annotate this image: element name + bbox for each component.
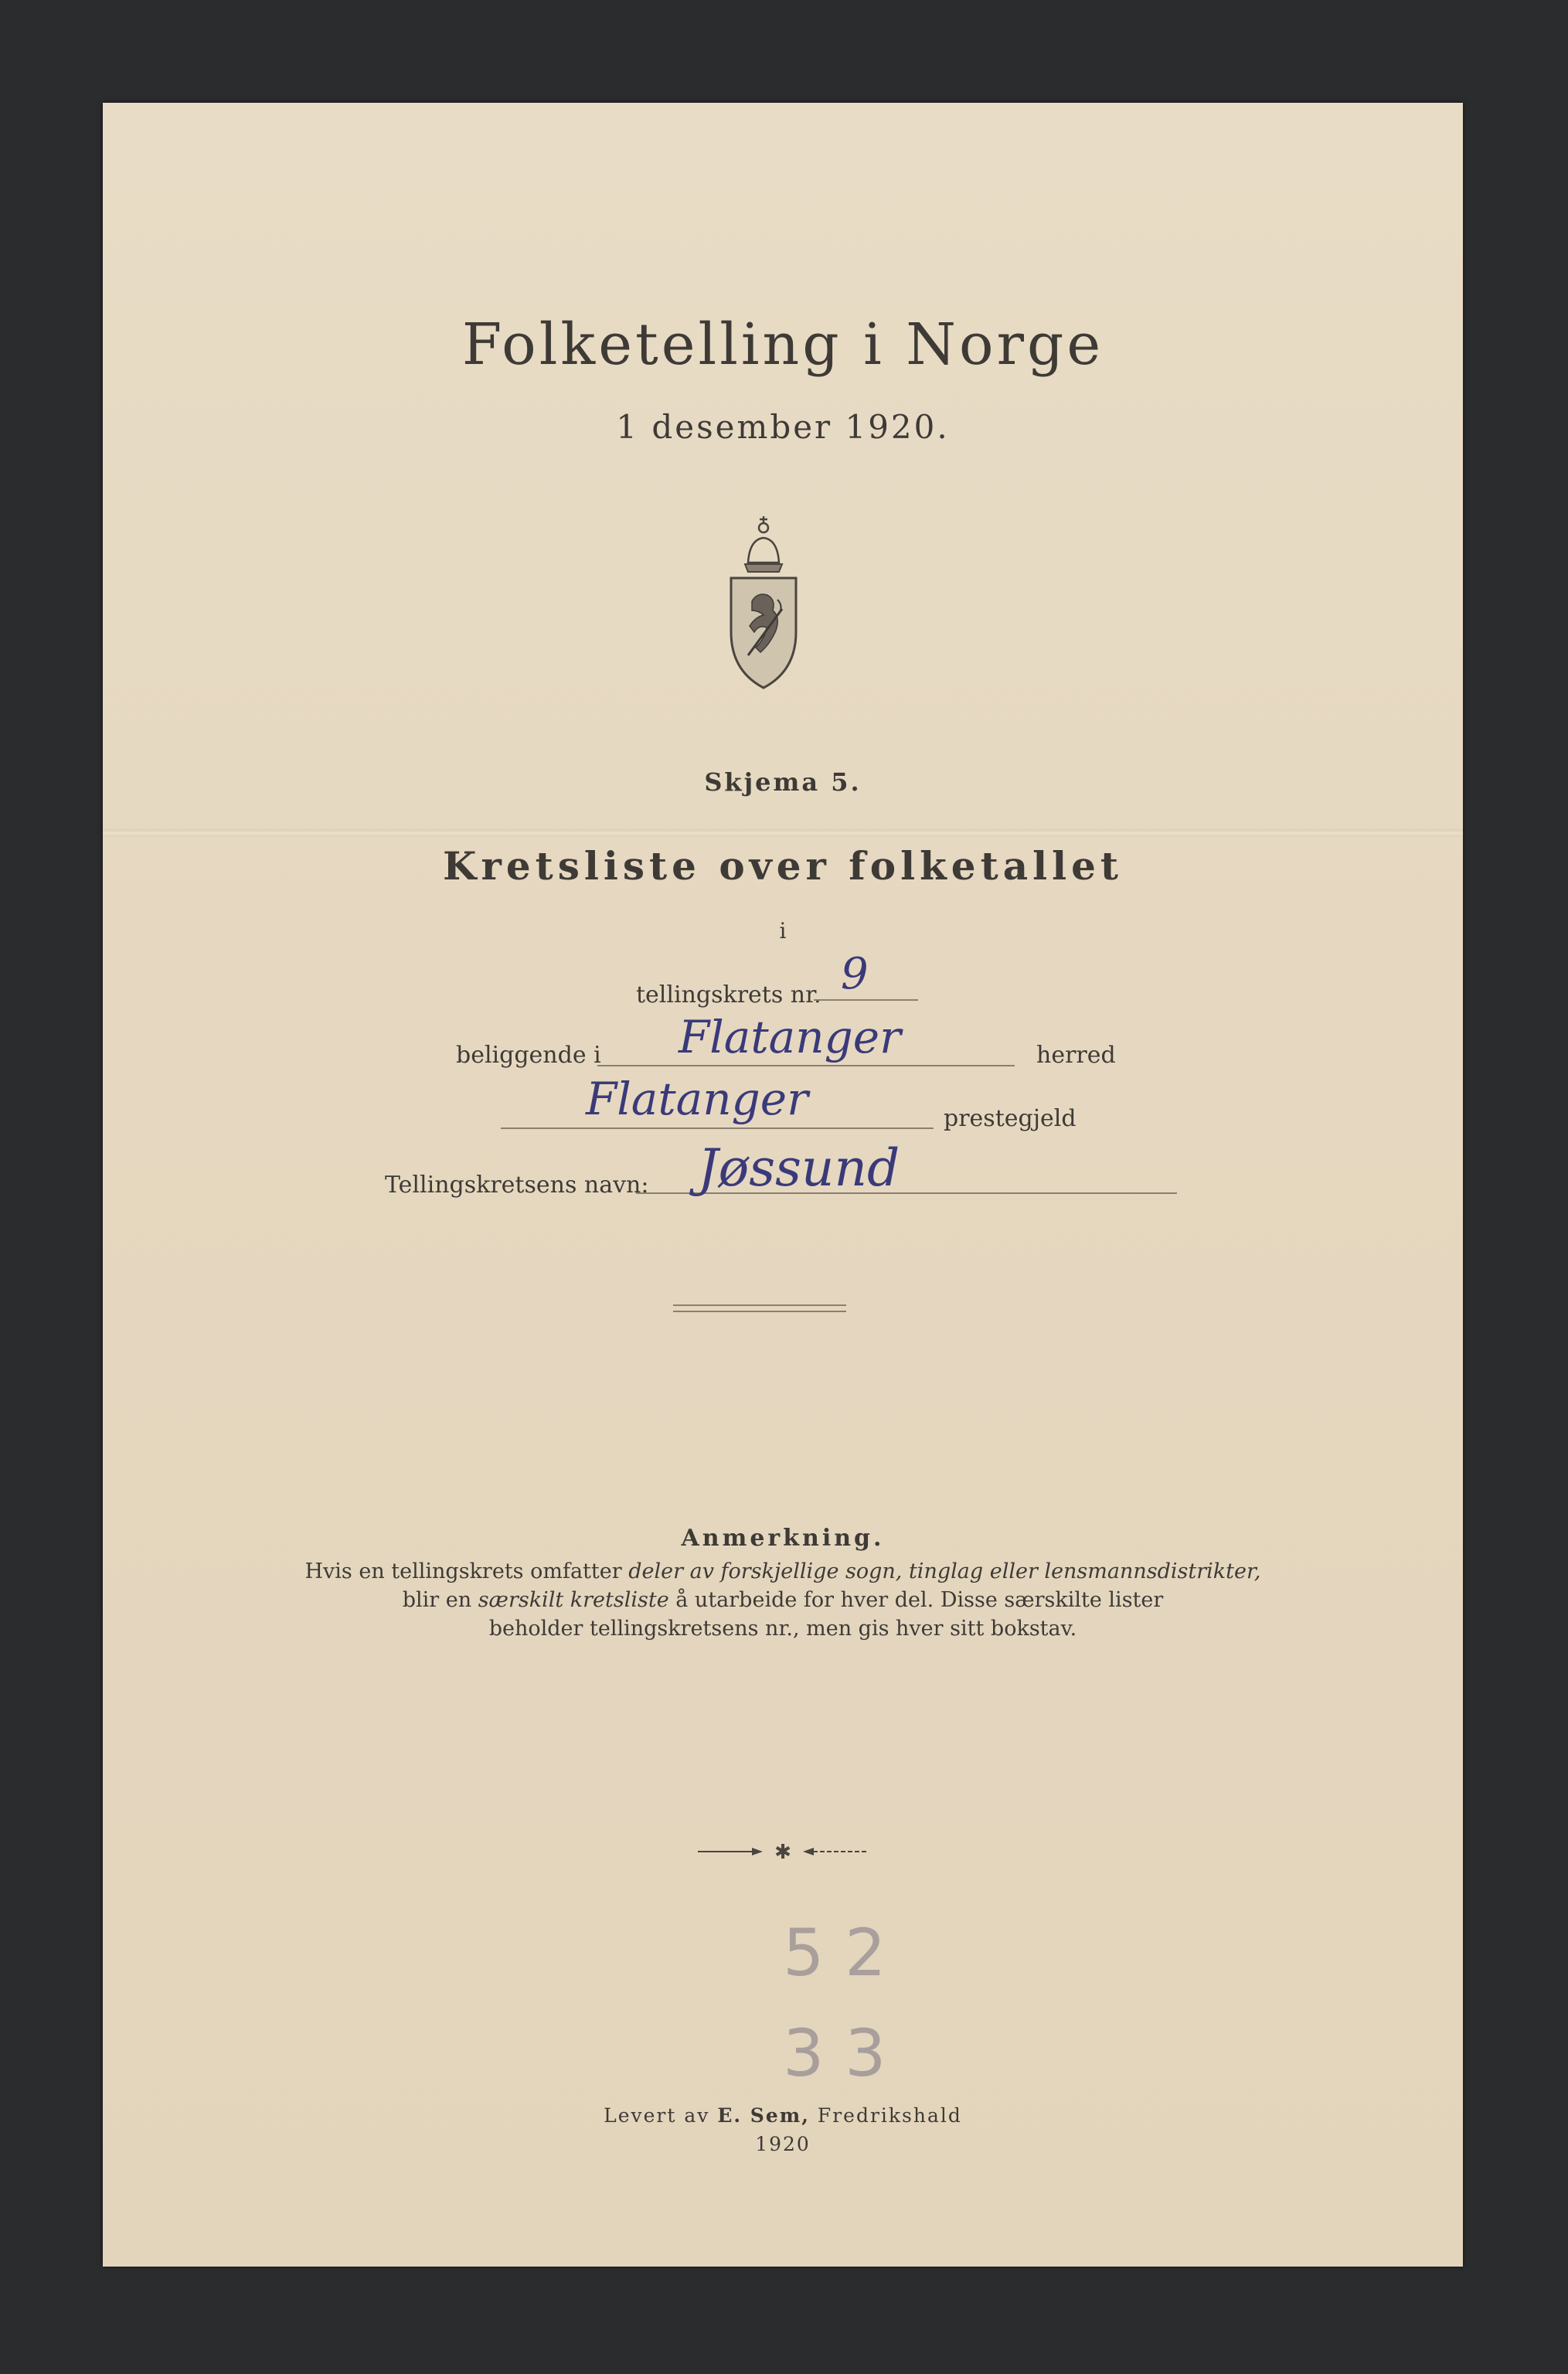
printer-prefix: Levert av [604,2104,718,2127]
located-in-label: beliggende i [456,1042,601,1069]
parish-suffix: prestegjeld [944,1105,1077,1132]
ornament-icon [698,1840,868,1863]
printer-credit [103,2104,1463,2127]
located-in-line [597,1065,1015,1066]
district-name-value: Jøssund [698,1138,900,1198]
printer-year: 1920 [755,2133,811,2155]
located-in-suffix: herred [1036,1042,1116,1069]
note-line-1 [103,1559,1463,1583]
form-title: Kretsliste over folketallet [443,843,1123,889]
document-date: 1 desember 1920. [616,408,950,446]
district-number-line [814,999,918,1001]
document-title: Folketelling i Norge [461,311,1104,378]
note-line-1-plain: Hvis en tellingskrets omfatter [304,1559,629,1583]
note-line-1-italic: deler av forskjellige sogn, tinglag eller lensmannsdistrikter, [628,1559,1261,1583]
section-divider [673,1304,846,1312]
preposition-text: i [779,918,787,944]
parish-value: Flatanger [586,1073,808,1125]
district-name-label: Tellingskretsens navn: [385,1172,649,1199]
parish-line [501,1127,934,1129]
coat-of-arms-icon [725,508,802,694]
note-line-2-plain-b: å utarbeide for hver del. Disse særskilte lister [668,1588,1164,1612]
census-form-page [103,103,1463,2267]
svg-text:✱: ✱ [774,1841,791,1863]
note-line-2-plain-a: blir en [402,1588,478,1612]
located-in-value: Flatanger [679,1011,901,1063]
note-line-2-italic: særskilt kretsliste [478,1588,669,1612]
schema-number: Skjema 5. [704,767,862,797]
printer-place: Fredrikshald [809,2104,962,2127]
note-heading: Anmerkning. [681,1525,885,1552]
pencil-mark-upper: 5 2 [783,1915,886,1991]
district-number-label: tellingskrets nr. [636,981,821,1008]
note-line-2 [103,1588,1463,1612]
note-line-3: beholder tellingskretsens nr., men gis hver sitt bokstav. [488,1617,1077,1641]
pencil-mark-lower: 3 3 [783,2015,886,2091]
printer-name: E. Sem, [717,2104,810,2127]
paper-fold [103,829,1463,837]
district-number-value: 9 [841,949,869,999]
